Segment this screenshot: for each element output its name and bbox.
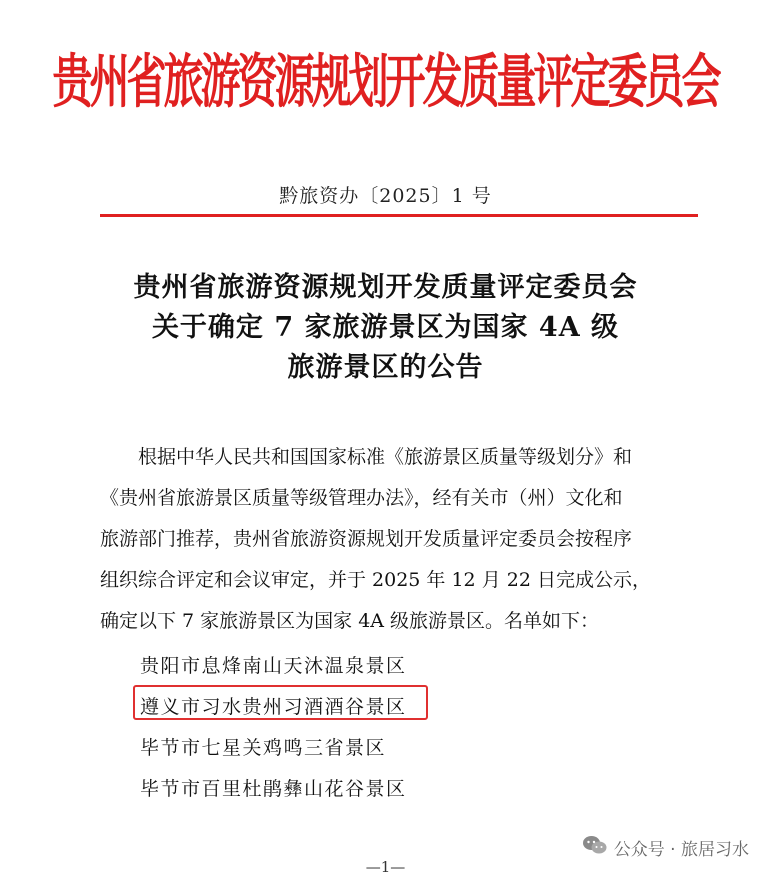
title-line-2: 关于确定 7 家旅游景区为国家 4A 级	[151, 312, 620, 343]
document-number: 黔旅资办〔2025〕1 号	[279, 185, 492, 207]
scenic-area-item: 毕节市百里杜鹃彝山花谷景区	[140, 778, 407, 800]
body-line: 组织综合评定和会议审定，并于 2025 年 12 月 22 日完成公示，	[100, 569, 651, 591]
red-divider	[100, 214, 698, 217]
announcement-title	[0, 268, 771, 388]
body-line: 根据中华人民共和国国家标准《旅游景区质量等级划分》和	[138, 446, 633, 468]
scenic-area-item: 毕节市七星关鸡鸣三省景区	[140, 737, 387, 759]
body-line: 确定以下 7 家旅游景区为国家 4A 级旅游景区。名单如下：	[100, 610, 600, 632]
wechat-watermark	[582, 835, 749, 860]
title-line-3: 旅游景区的公告	[287, 352, 484, 383]
announcement-body	[100, 437, 698, 642]
body-line: 旅游部门推荐，贵州省旅游资源规划开发质量评定委员会按程序	[100, 528, 633, 550]
scenic-area-item-highlighted: 遵义市习水贵州习酒酒谷景区	[140, 696, 407, 718]
title-line-1: 贵州省旅游资源规划开发质量评定委员会	[133, 272, 638, 303]
highlight-box	[133, 685, 428, 720]
wechat-icon	[582, 835, 608, 860]
scenic-area-item: 贵阳市息烽南山天沐温泉景区	[140, 655, 407, 677]
watermark-text: 公众号 · 旅居习水	[613, 840, 749, 860]
body-line: 《贵州省旅游景区质量等级管理办法》，经有关市（州）文化和	[100, 487, 623, 509]
page-number: —1—	[365, 858, 406, 876]
org-header-title: 贵州省旅游资源规划开发质量评定委员会	[52, 49, 719, 117]
